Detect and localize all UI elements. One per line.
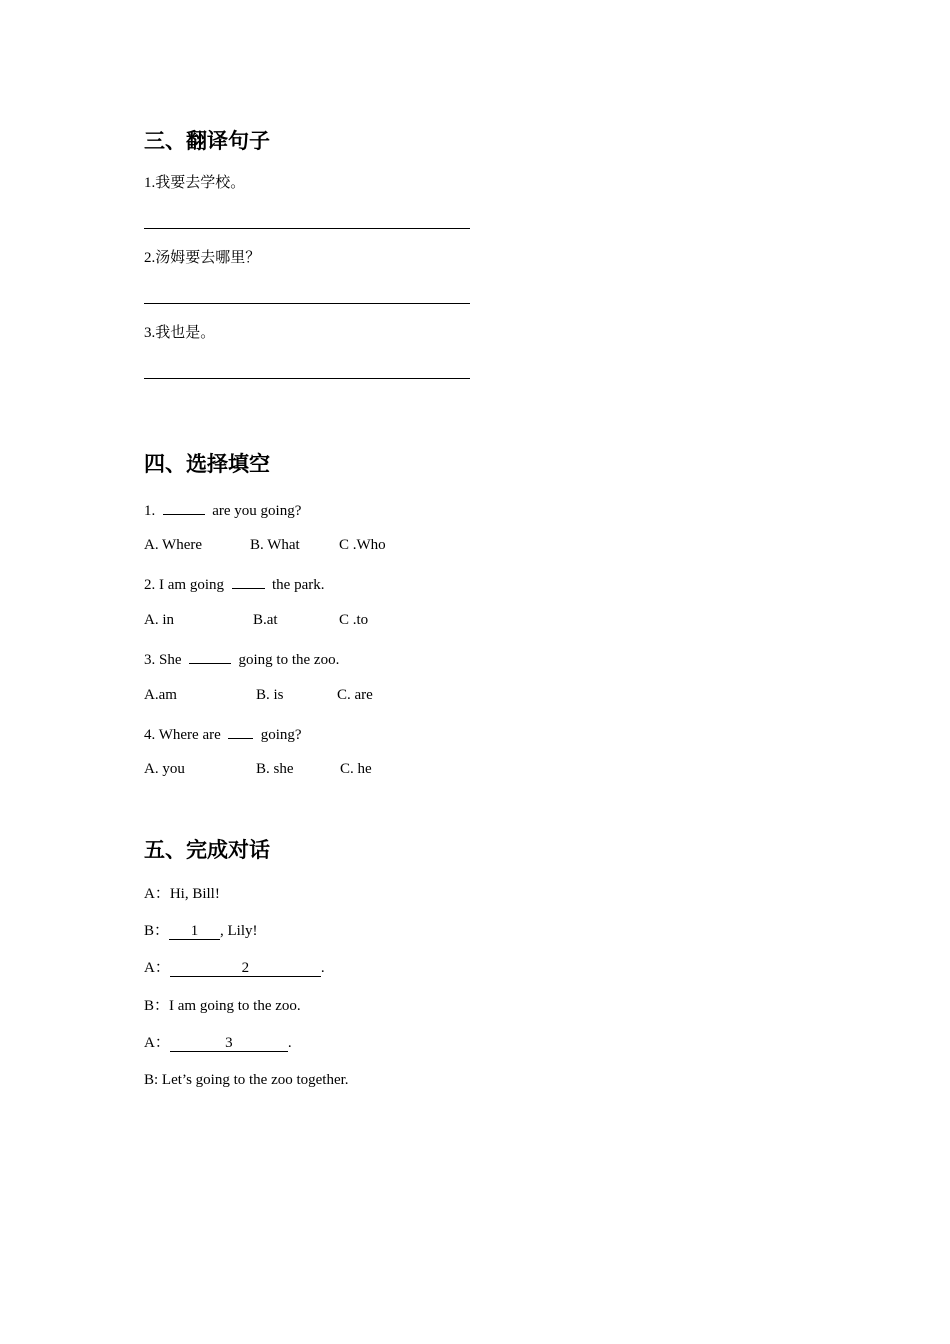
section-3-heading: 三、翻译句子: [144, 129, 270, 153]
dialogue-blank-1[interactable]: 1: [169, 923, 220, 940]
answer-line-1[interactable]: [144, 228, 470, 229]
q4-option-a[interactable]: A. you: [144, 761, 185, 777]
question-1-rest: are you going?: [212, 503, 302, 519]
question-2-prefix: 2. I am going: [144, 577, 224, 593]
speaker-label: A：: [144, 1035, 170, 1051]
question-4-blank[interactable]: [228, 722, 253, 739]
section-5-heading: 五、完成对话: [144, 838, 270, 862]
q2-option-a[interactable]: A. in: [144, 612, 174, 628]
answer-line-3[interactable]: [144, 378, 470, 379]
dialogue-line-6: [144, 1070, 349, 1090]
dialogue-line-2: [144, 921, 258, 941]
q1-option-c[interactable]: C .Who: [339, 537, 386, 553]
dialogue-blank-3[interactable]: 3: [170, 1035, 288, 1052]
q1-option-a[interactable]: A. Where: [144, 537, 203, 553]
question-1-number: 1.: [144, 503, 156, 519]
dialogue-blank-2[interactable]: 2: [170, 960, 321, 977]
speaker-label: A：: [144, 960, 170, 976]
q3-option-b[interactable]: B. is: [256, 687, 284, 703]
question-4-prefix: 4. Where are: [144, 727, 221, 743]
speaker-label: B：: [144, 923, 170, 939]
q3-option-c[interactable]: C. are: [337, 687, 373, 703]
speaker-label: A：: [144, 886, 170, 902]
q1-option-b[interactable]: B. What: [250, 537, 300, 553]
dialogue-after-text: .: [320, 960, 325, 976]
translate-item-1: 1.我要去学校。: [144, 175, 246, 191]
question-3-prefix: 3. She: [144, 652, 182, 668]
question-2: [144, 572, 324, 595]
answer-line-2[interactable]: [144, 303, 470, 304]
q4-option-c[interactable]: C. he: [340, 761, 372, 777]
dialogue-line-5: [144, 1033, 292, 1053]
question-3-blank[interactable]: [189, 647, 231, 664]
question-4-rest: going?: [260, 727, 302, 743]
q2-option-c[interactable]: C .to: [339, 612, 369, 628]
question-3: [144, 647, 339, 670]
dialogue-text: Hi, Bill!: [169, 886, 220, 902]
translate-item-2: 2.汤姆要去哪里？: [144, 250, 261, 266]
translate-item-3: 3.我也是。: [144, 325, 216, 341]
section-4-heading: 四、选择填空: [144, 452, 270, 476]
q4-option-b[interactable]: B. she: [256, 761, 294, 777]
q2-option-b[interactable]: B.at: [253, 612, 278, 628]
question-1-blank[interactable]: [163, 498, 205, 515]
dialogue-text: B: Let’s going to the zoo together.: [144, 1072, 349, 1088]
question-2-rest: the park.: [272, 577, 325, 593]
dialogue-line-3: [144, 958, 325, 978]
dialogue-line-1: [144, 884, 220, 904]
dialogue-after-text: .: [287, 1035, 292, 1051]
question-3-rest: going to the zoo.: [238, 652, 340, 668]
question-2-blank[interactable]: [232, 572, 265, 589]
q3-option-a[interactable]: A.am: [144, 687, 177, 703]
speaker-label: B：: [144, 998, 170, 1014]
dialogue-line-4: [144, 996, 301, 1016]
dialogue-text: I am going to the zoo.: [169, 998, 301, 1014]
dialogue-after-text: , Lily!: [220, 923, 258, 939]
question-4: [144, 722, 302, 745]
question-1: [144, 498, 301, 521]
